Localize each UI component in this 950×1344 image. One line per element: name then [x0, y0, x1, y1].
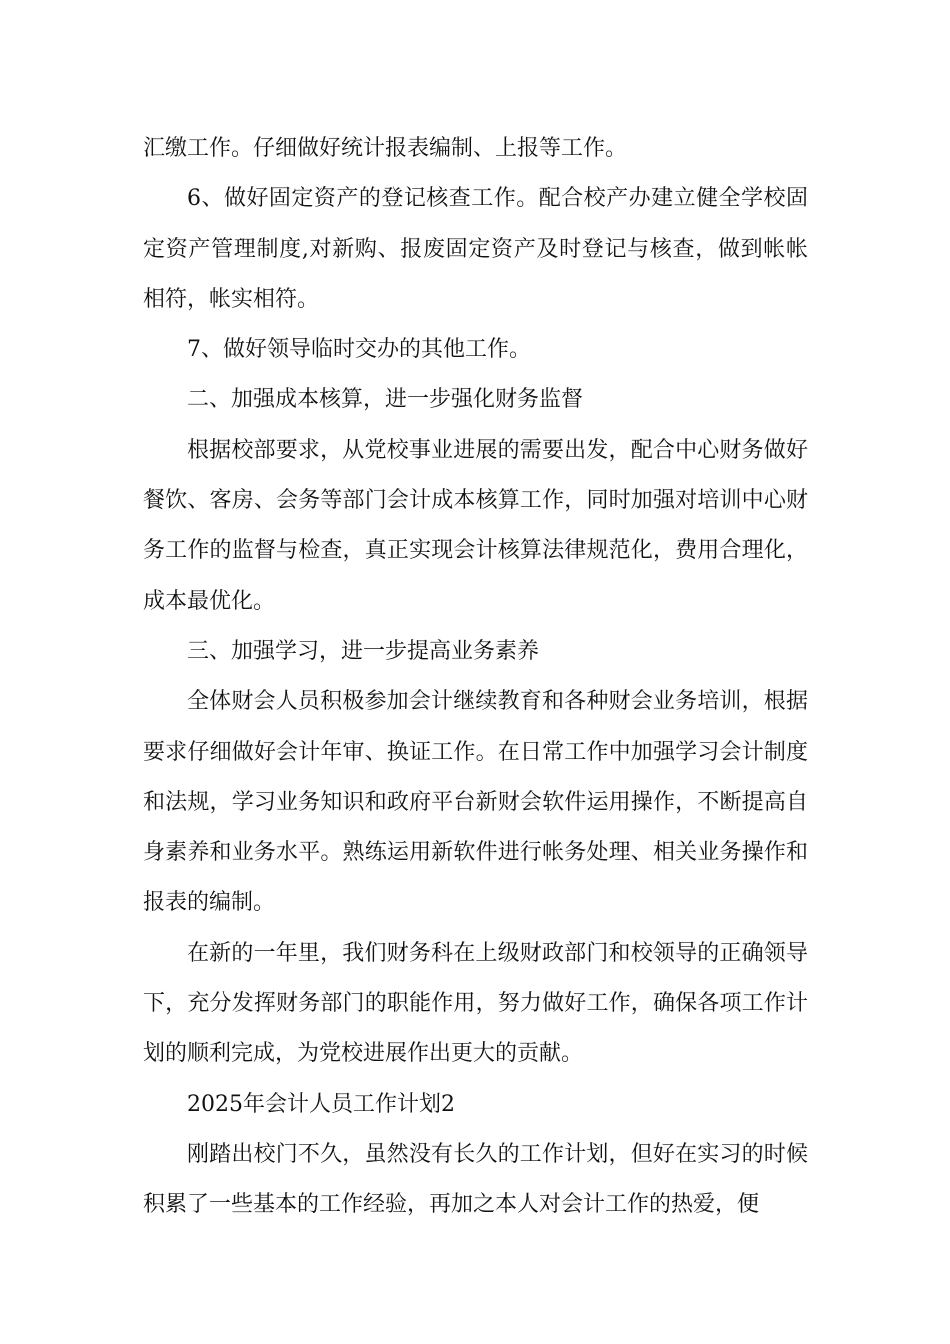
- section-heading-2: 二、加强成本核算，进一步强化财务监督: [187, 387, 584, 413]
- document-subtitle: 2025年会计人员工作计划2: [187, 1091, 455, 1117]
- paragraph-item-6: 6、做好固定资产的登记核查工作。配合校产办建立健全学校固定资产管理制度,对新购、报废固定资产及时登记与核查，做到帐帐相符，帐实相符。: [143, 186, 808, 312]
- paragraph-continuation: 汇缴工作。仔细做好统计报表编制、上报等工作。: [143, 136, 628, 161]
- document-body: [143, 124, 808, 1231]
- paragraph-cost-accounting: 根据校部要求，从党校事业进展的需要出发，配合中心财务做好餐饮、客房、会务等部门会计成本核算工作，同时加强对培训中心财务工作的监督与检查，真正实现会计核算法律规范化，费用合理化，成本最优化。: [143, 437, 808, 614]
- paragraph-learning: 全体财会人员积极参加会计继续教育和各种财会业务培训，根据要求仔细做好会计年审、换证工作。在日常工作中加强学习会计制度和法规，学习业务知识和政府平台新财会软件运用操作，不断提高自身素养和业务水平。熟练运用新软件进行帐务处理、相关业务操作和报表的编制。: [143, 689, 808, 916]
- paragraph-new-year: 在新的一年里，我们财务科在上级财政部门和校领导的正确领导下，充分发挥财务部门的职能作用，努力做好工作，确保各项工作计划的顺利完成，为党校进展作出更大的贡献。: [143, 940, 808, 1067]
- paragraph-intro: 刚踏出校门不久，虽然没有长久的工作计划，但好在实习的时候积累了一些基本的工作经验，再加之本人对会计工作的热爱，便: [143, 1141, 808, 1218]
- section-heading-3: 三、加强学习，进一步提高业务素养: [187, 638, 540, 664]
- paragraph-item-7: 7、做好领导临时交办的其他工作。: [187, 337, 531, 363]
